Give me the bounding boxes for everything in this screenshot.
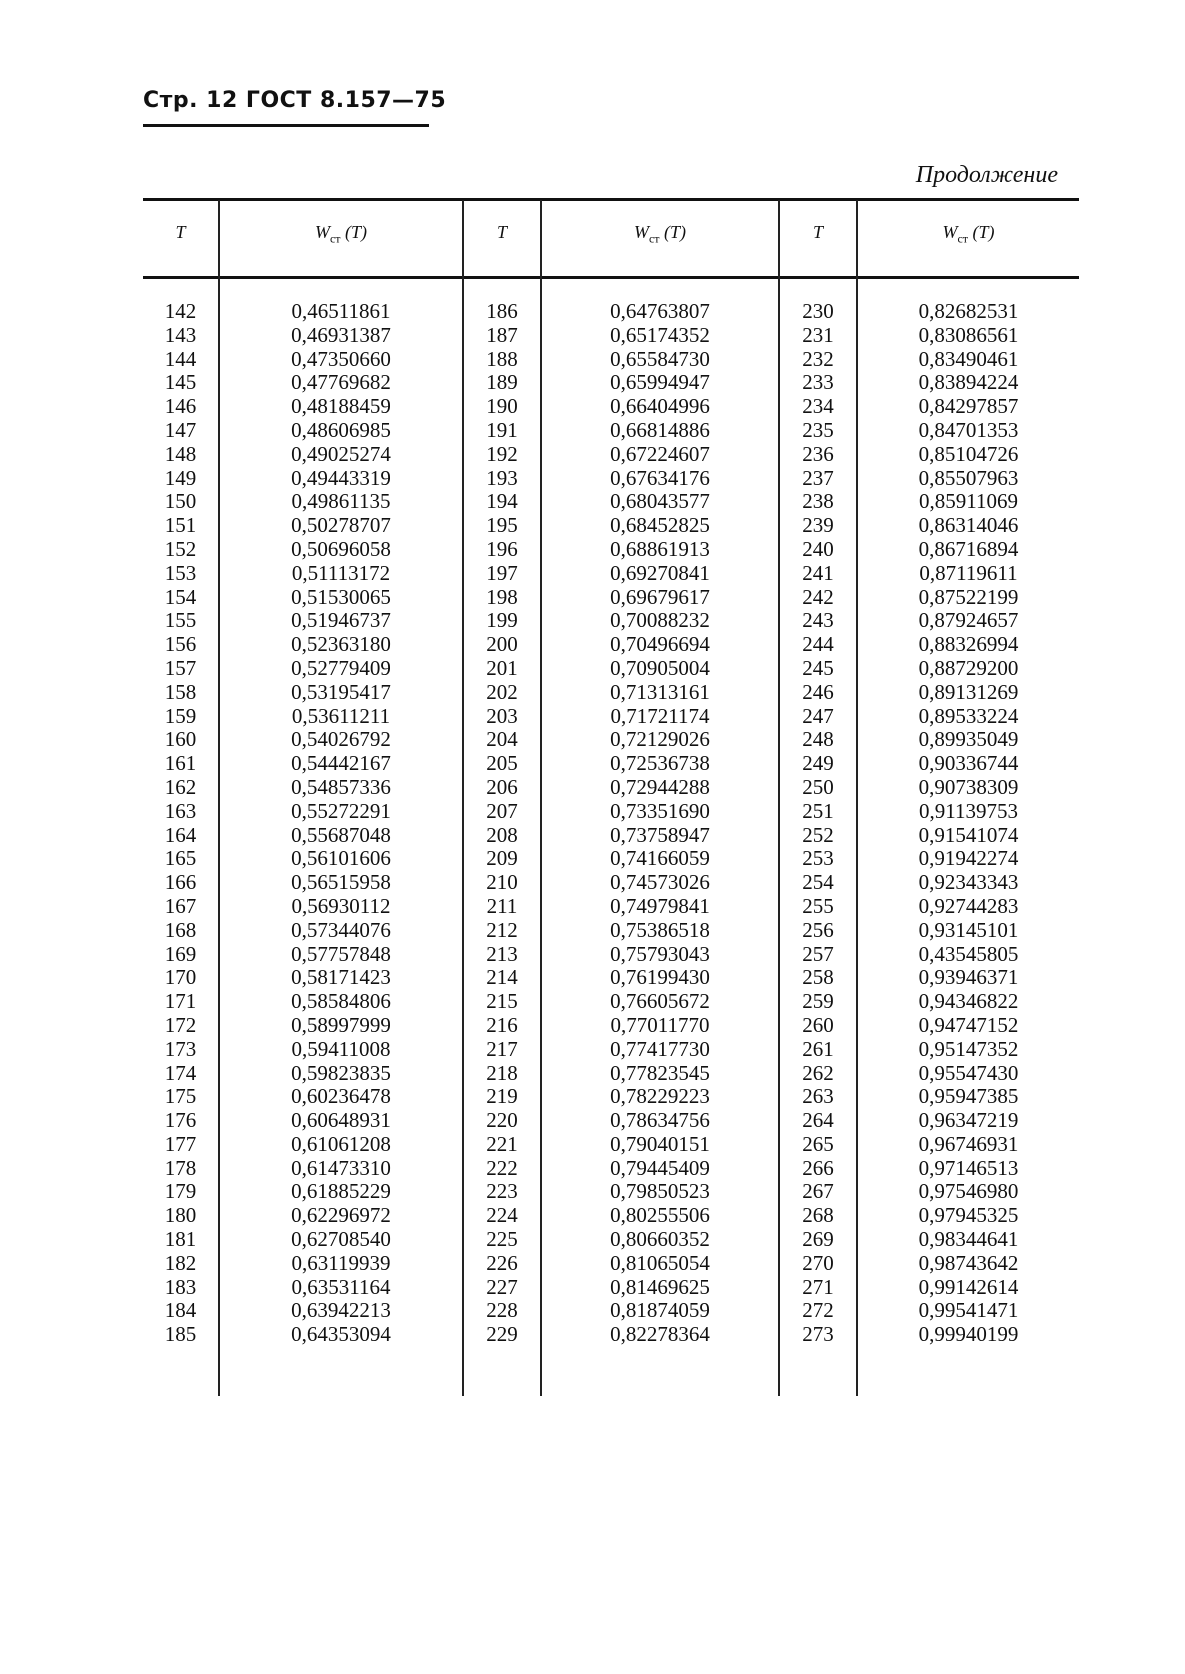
temperature-cell: 206	[486, 774, 518, 799]
ratio-cell: 0,52363180	[291, 632, 391, 657]
ratio-cell: 0,62708540	[291, 1227, 391, 1252]
temperature-cell: 203	[486, 703, 518, 728]
ratio-cell: 0,64763807	[610, 299, 710, 323]
ratio-cell: 0,56930112	[291, 893, 391, 918]
ratio-cell: 0,93946371	[918, 965, 1019, 990]
ratio-cell: 0,72536738	[610, 751, 710, 776]
temperature-cell: 273	[802, 1322, 834, 1347]
ratio-cell: 0,61061208	[291, 1131, 391, 1156]
ratio-cell: 0,70496694	[610, 632, 710, 657]
temperature-cell: 194	[486, 489, 518, 514]
ratio-cell: 0,75793043	[610, 941, 710, 966]
ratio-cell: 0,75386518	[610, 917, 710, 942]
temperature-cell: 264	[802, 1108, 834, 1133]
ratio-cell: 0,47350660	[291, 346, 391, 371]
temperature-cell: 195	[486, 513, 518, 538]
temperature-cell: 201	[486, 655, 518, 680]
temperature-cell: 217	[486, 1036, 518, 1061]
temperature-cell: 233	[802, 370, 834, 395]
ratio-cell: 0,82278364	[610, 1322, 710, 1347]
temperature-cell: 246	[802, 679, 834, 704]
ratio-cell: 0,59823835	[291, 1060, 391, 1085]
temperature-cell: 225	[486, 1227, 518, 1252]
temperature-cell: 202	[486, 679, 518, 704]
temperature-cell: 180	[164, 1203, 197, 1228]
ratio-cell: 0,95147352	[918, 1036, 1019, 1061]
temperature-cell: 160	[164, 727, 197, 752]
ratio-cell: 0,63942213	[291, 1298, 391, 1323]
temperature-cell: 248	[802, 727, 834, 752]
ratio-cell: 0,91139753	[919, 798, 1018, 823]
temperature-cell: 148	[164, 441, 197, 466]
temperature-cell: 241	[802, 560, 834, 585]
ratio-cell: 0,68452825	[610, 513, 710, 538]
temperature-cell: 257	[802, 941, 834, 966]
ratio-cell: 0,76605672	[610, 989, 710, 1014]
temperature-cell: 156	[164, 632, 197, 657]
ratio-cell: 0,67224607	[610, 441, 710, 466]
ratio-cell: 0,67634176	[610, 465, 710, 490]
temperature-cell: 231	[802, 322, 834, 347]
temperature-cell: 252	[802, 822, 834, 847]
temperature-cell: 193	[486, 465, 518, 490]
ratio-cell: 0,56515958	[291, 870, 391, 895]
temperature-cell: 221	[486, 1131, 518, 1156]
temperature-cell: 163	[164, 798, 197, 823]
ratio-cell: 0,84701353	[918, 417, 1019, 442]
ratio-cell: 0,99940199	[918, 1322, 1019, 1347]
temperature-cell: 242	[802, 584, 834, 609]
temperature-cell: 239	[802, 513, 834, 538]
temperature-cell: 235	[802, 417, 834, 442]
temperature-cell: 161	[164, 751, 197, 776]
w-column-2	[542, 300, 778, 1347]
ratio-cell: 0,49025274	[291, 441, 391, 466]
ratio-cell: 0,59411008	[291, 1036, 391, 1061]
ratio-cell: 0,66404996	[610, 394, 710, 419]
temperature-cell: 182	[164, 1250, 197, 1275]
ratio-cell: 0,56101606	[291, 846, 391, 871]
ratio-cell: 0,94346822	[918, 989, 1019, 1014]
ratio-cell: 0,65584730	[610, 346, 710, 371]
ratio-cell: 0,90738309	[918, 774, 1019, 799]
temperature-cell: 215	[486, 989, 518, 1014]
temperature-cell: 199	[486, 608, 518, 633]
temperature-cell: 211	[486, 893, 518, 918]
ratio-cell: 0,83894224	[918, 370, 1019, 395]
ratio-cell: 0,91942274	[918, 846, 1019, 871]
temperature-cell: 204	[486, 727, 518, 752]
ratio-cell: 0,71313161	[610, 679, 710, 704]
ratio-cell: 0,87119611	[919, 560, 1018, 585]
ratio-cell: 0,53195417	[291, 679, 391, 704]
ratio-cell: 0,96347219	[918, 1108, 1019, 1133]
temperature-cell: 146	[164, 394, 197, 419]
table-top-rule	[143, 198, 1079, 201]
ratio-cell: 0,72944288	[610, 774, 710, 799]
temperature-cell: 234	[802, 394, 834, 419]
temperature-cell: 247	[802, 703, 834, 728]
ratio-cell: 0,65174352	[610, 322, 710, 347]
temperature-cell: 164	[164, 822, 197, 847]
ratio-cell: 0,60236478	[291, 1084, 391, 1109]
temperature-cell: 253	[802, 846, 834, 871]
ratio-cell: 0,61885229	[291, 1179, 391, 1204]
ratio-cell: 0,51113172	[291, 560, 391, 585]
ratio-cell: 0,80255506	[610, 1203, 710, 1228]
header-t-3: T	[812, 222, 823, 242]
ratio-cell: 0,83086561	[918, 322, 1019, 347]
ratio-cell: 0,92343343	[918, 870, 1019, 895]
ratio-cell: 0,97146513	[918, 1155, 1019, 1180]
temperature-cell: 265	[802, 1131, 834, 1156]
temperature-cell: 173	[164, 1036, 197, 1061]
temperature-cell: 186	[486, 299, 518, 323]
temperature-cell: 260	[802, 1012, 834, 1037]
ratio-cell: 0,58997999	[291, 1012, 391, 1037]
temperature-cell: 179	[164, 1179, 197, 1204]
temperature-cell: 172	[164, 1012, 197, 1037]
ratio-cell: 0,55687048	[291, 822, 391, 847]
temperature-cell: 157	[164, 655, 197, 680]
temperature-cell: 190	[486, 394, 518, 419]
ratio-cell: 0,50696058	[291, 536, 391, 561]
temperature-cell: 187	[486, 322, 518, 347]
ratio-cell: 0,63119939	[291, 1250, 391, 1275]
temperature-cell: 153	[164, 560, 197, 585]
temperature-cell: 171	[164, 989, 197, 1014]
ratio-cell: 0,88729200	[918, 655, 1019, 680]
temperature-cell: 197	[486, 560, 518, 585]
temperature-cell: 167	[164, 893, 197, 918]
temperature-cell: 198	[486, 584, 518, 609]
ratio-cell: 0,81469625	[610, 1274, 710, 1299]
ratio-cell: 0,84297857	[918, 394, 1019, 419]
ratio-cell: 0,70905004	[610, 655, 710, 680]
temperature-cell: 196	[486, 536, 518, 561]
ratio-cell: 0,71721174	[610, 703, 710, 728]
temperature-cell: 205	[486, 751, 518, 776]
ratio-cell: 0,97945325	[918, 1203, 1019, 1228]
ratio-cell: 0,82682531	[918, 299, 1019, 323]
ratio-cell: 0,77417730	[610, 1036, 710, 1061]
ratio-cell: 0,46931387	[291, 322, 391, 347]
temperature-cell: 228	[486, 1298, 518, 1323]
temperature-cell: 271	[802, 1274, 834, 1299]
header-w-1: $W_{ст}$ (T)	[314, 222, 368, 246]
ratio-cell: 0,60648931	[291, 1108, 391, 1133]
ratio-cell: 0,95947385	[918, 1084, 1019, 1109]
temperature-cell: 181	[164, 1227, 197, 1252]
temperature-cell: 218	[486, 1060, 518, 1085]
ratio-cell: 0,51530065	[291, 584, 391, 609]
ratio-cell: 0,81065054	[610, 1250, 710, 1275]
temperature-cell: 170	[164, 965, 197, 990]
ratio-cell: 0,62296972	[291, 1203, 391, 1228]
temperature-cell: 150	[164, 489, 197, 514]
ratio-cell: 0,73758947	[610, 822, 710, 847]
temperature-cell: 209	[486, 846, 518, 871]
ratio-cell: 0,94747152	[918, 1012, 1019, 1037]
ratio-cell: 0,77011770	[610, 1012, 710, 1037]
ratio-cell: 0,86716894	[918, 536, 1019, 561]
ratio-cell: 0,58584806	[291, 989, 391, 1014]
temperature-cell: 210	[486, 870, 518, 895]
w-column-1	[220, 300, 462, 1347]
temperature-cell: 145	[164, 370, 197, 395]
temperature-cell: 162	[164, 774, 197, 799]
temperature-cell: 158	[164, 679, 197, 704]
temperature-cell: 189	[486, 370, 518, 395]
temperature-cell: 152	[164, 536, 197, 561]
ratio-cell: 0,66814886	[610, 417, 710, 442]
temperature-cell: 159	[164, 703, 197, 728]
temperature-cell: 219	[486, 1084, 518, 1109]
ratio-cell: 0,49443319	[291, 465, 391, 490]
ratio-cell: 0,83490461	[918, 346, 1019, 371]
ratio-cell: 0,87522199	[918, 584, 1019, 609]
temperature-cell: 256	[802, 917, 834, 942]
temperature-cell: 177	[164, 1131, 197, 1156]
temperature-cell: 151	[164, 513, 197, 538]
temperature-cell: 214	[486, 965, 518, 990]
ratio-cell: 0,74979841	[610, 893, 710, 918]
temperature-cell: 208	[486, 822, 518, 847]
temperature-cell: 261	[802, 1036, 834, 1061]
temperature-cell: 155	[164, 608, 197, 633]
ratio-cell: 0,53611211	[291, 703, 391, 728]
t-column-2	[464, 300, 540, 1347]
ratio-cell: 0,79040151	[610, 1131, 710, 1156]
ratio-cell: 0,80660352	[610, 1227, 710, 1252]
temperature-cell: 251	[802, 798, 834, 823]
temperature-cell: 216	[486, 1012, 518, 1037]
ratio-cell: 0,76199430	[610, 965, 710, 990]
ratio-cell: 0,79850523	[610, 1179, 710, 1204]
ratio-cell: 0,98344641	[918, 1227, 1019, 1252]
ratio-cell: 0,86314046	[918, 513, 1019, 538]
ratio-cell: 0,73351690	[610, 798, 710, 823]
t-column-3	[780, 300, 856, 1347]
ratio-cell: 0,70088232	[610, 608, 710, 633]
ratio-cell: 0,46511861	[291, 299, 391, 323]
header-w-3: $W_{ст}$ (T)	[942, 222, 995, 246]
temperature-cell: 272	[802, 1298, 834, 1323]
ratio-cell: 0,69679617	[610, 584, 710, 609]
ratio-cell: 0,88326994	[918, 632, 1019, 657]
temperature-cell: 259	[802, 989, 834, 1014]
temperature-cell: 174	[164, 1060, 197, 1085]
header-t-2: T	[496, 222, 507, 242]
ratio-cell: 0,74573026	[610, 870, 710, 895]
temperature-cell: 266	[802, 1155, 834, 1180]
temperature-cell: 263	[802, 1084, 834, 1109]
ratio-cell: 0,49861135	[291, 489, 391, 514]
ratio-cell: 0,47769682	[291, 370, 391, 395]
temperature-cell: 222	[486, 1155, 518, 1180]
temperature-cell: 249	[802, 751, 834, 776]
ratio-cell: 0,57344076	[291, 917, 391, 942]
temperature-cell: 144	[164, 346, 197, 371]
temperature-cell: 212	[486, 917, 518, 942]
ratio-cell: 0,52779409	[291, 655, 391, 680]
temperature-cell: 168	[164, 917, 197, 942]
ratio-cell: 0,58171423	[291, 965, 391, 990]
ratio-cell: 0,55272291	[291, 798, 391, 823]
ratio-cell: 0,54026792	[291, 727, 391, 752]
ratio-cell: 0,99142614	[918, 1274, 1019, 1299]
ratio-cell: 0,74166059	[610, 846, 710, 871]
temperature-cell: 224	[486, 1203, 518, 1228]
ratio-cell: 0,98743642	[918, 1250, 1019, 1275]
temperature-cell: 191	[486, 417, 518, 442]
ratio-cell: 0,95547430	[918, 1060, 1019, 1085]
temperature-cell: 229	[486, 1322, 518, 1347]
temperature-cell: 268	[802, 1203, 834, 1228]
temperature-cell: 223	[486, 1179, 518, 1204]
ratio-cell: 0,50278707	[291, 513, 391, 538]
ratio-cell: 0,96746931	[918, 1131, 1019, 1156]
temperature-cell: 175	[164, 1084, 197, 1109]
temperature-cell: 244	[802, 632, 834, 657]
ratio-cell: 0,89533224	[918, 703, 1019, 728]
temperature-cell: 188	[486, 346, 518, 371]
temperature-cell: 142	[164, 299, 197, 323]
temperature-cell: 243	[802, 608, 834, 633]
temperature-cell: 230	[802, 299, 834, 323]
temperature-cell: 184	[164, 1298, 197, 1323]
temperature-cell: 237	[802, 465, 834, 490]
temperature-cell: 220	[486, 1108, 518, 1133]
temperature-cell: 185	[164, 1322, 197, 1347]
page-header: Стр. 12 ГОСТ 8.157—75	[143, 88, 447, 113]
ratio-cell: 0,97546980	[918, 1179, 1019, 1204]
ratio-cell: 0,85104726	[918, 441, 1019, 466]
temperature-cell: 213	[486, 941, 518, 966]
temperature-cell: 267	[802, 1179, 834, 1204]
ratio-cell: 0,51946737	[291, 608, 391, 633]
ratio-cell: 0,64353094	[291, 1322, 391, 1347]
temperature-cell: 178	[164, 1155, 197, 1180]
temperature-cell: 192	[486, 441, 518, 466]
ratio-cell: 0,93145101	[918, 917, 1019, 942]
temperature-cell: 226	[486, 1250, 518, 1275]
ratio-cell: 0,69270841	[610, 560, 710, 585]
ratio-cell: 0,57757848	[291, 941, 391, 966]
header-t-1: T	[175, 222, 186, 242]
temperature-cell: 169	[164, 941, 197, 966]
temperature-cell: 154	[164, 584, 197, 609]
header-w-2: $W_{ст}$ (T)	[633, 222, 687, 246]
temperature-cell: 143	[164, 322, 197, 347]
ratio-cell: 0,89935049	[918, 727, 1019, 752]
ratio-cell: 0,81874059	[610, 1298, 710, 1323]
temperature-cell: 270	[802, 1250, 834, 1275]
ratio-cell: 0,68043577	[610, 489, 710, 514]
ratio-cell: 0,48188459	[291, 394, 391, 419]
ratio-cell: 0,99541471	[918, 1298, 1019, 1323]
ratio-cell: 0,68861913	[610, 536, 710, 561]
ratio-cell: 0,85507963	[918, 465, 1019, 490]
temperature-cell: 227	[486, 1274, 518, 1299]
temperature-cell: 238	[802, 489, 834, 514]
ratio-cell: 0,54857336	[291, 774, 391, 799]
temperature-cell: 176	[164, 1108, 197, 1133]
ratio-cell: 0,63531164	[291, 1274, 391, 1299]
ratio-cell: 0,87924657	[918, 608, 1019, 633]
ratio-cell: 0,89131269	[918, 679, 1019, 704]
temperature-cell: 232	[802, 346, 834, 371]
ratio-cell: 0,61473310	[291, 1155, 391, 1180]
temperature-cell: 254	[802, 870, 834, 895]
temperature-cell: 149	[164, 465, 197, 490]
temperature-cell: 207	[486, 798, 518, 823]
temperature-cell: 147	[164, 417, 197, 442]
temperature-cell: 200	[486, 632, 518, 657]
temperature-cell: 250	[802, 774, 834, 799]
temperature-cell: 240	[802, 536, 834, 561]
temperature-cell: 165	[164, 846, 197, 871]
ratio-cell: 0,85911069	[919, 489, 1018, 514]
ratio-cell: 0,78634756	[610, 1108, 710, 1133]
temperature-cell: 255	[802, 893, 834, 918]
ratio-cell: 0,92744283	[918, 893, 1019, 918]
ratio-cell: 0,54442167	[291, 751, 391, 776]
temperature-cell: 245	[802, 655, 834, 680]
ratio-cell: 0,65994947	[610, 370, 710, 395]
ratio-cell: 0,78229223	[610, 1084, 710, 1109]
ratio-cell: 0,79445409	[610, 1155, 710, 1180]
w-column-3	[858, 300, 1079, 1347]
temperature-cell: 262	[802, 1060, 834, 1085]
temperature-cell: 166	[164, 870, 197, 895]
continuation-label: Продолжение	[915, 162, 1058, 188]
temperature-cell: 183	[164, 1274, 197, 1299]
ratio-cell: 0,43545805	[918, 941, 1019, 966]
table-header-rule	[143, 276, 1079, 279]
header-underline	[143, 124, 429, 127]
temperature-cell: 269	[802, 1227, 834, 1252]
temperature-cell: 258	[802, 965, 834, 990]
ratio-cell: 0,90336744	[918, 751, 1019, 776]
temperature-cell: 236	[802, 441, 834, 466]
ratio-cell: 0,77823545	[610, 1060, 710, 1085]
t-column-1	[143, 300, 218, 1347]
ratio-cell: 0,72129026	[610, 727, 710, 752]
ratio-cell: 0,91541074	[918, 822, 1019, 847]
ratio-cell: 0,48606985	[291, 417, 391, 442]
